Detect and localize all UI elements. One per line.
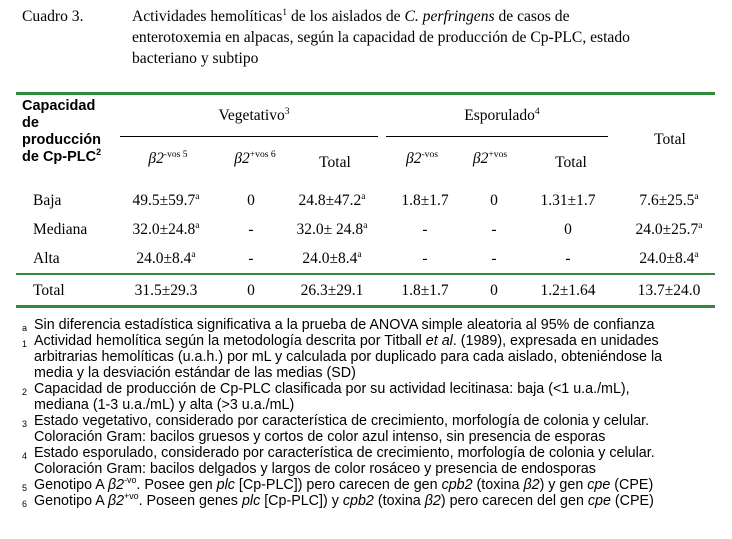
table-cell: 0 [247,192,255,209]
table-caption [22,6,722,69]
footnote-3: 3 Estado vegetativo, considerado por característica de crecimiento, morfología de colonia y celular. Coloración Gram: bacilos gruesos y cortos de color azul intenso, sin presencia de esporas [22,413,650,445]
total-cell: 1.2±1.64 [540,282,596,299]
caption-label: Cuadro 3. [22,8,84,25]
footnote-1: 1 Actividad hemolítica según la metodología descrita por Titball et al. (1989), expresada en unidades arbitrarias hemolíticas (u.a.h.) por mL y calculada por duplicado para cada aislado, obteniéndose la media y la desviación estándar de las medias (SD) [22,333,663,381]
footnote-5: 5 Genotipo A $\beta 2^{-vo}$. Posee gen plc [Cp-PLC]) pero carecen de gen cpb2 (toxina β2) y gen cpe (CPE) [22,475,654,493]
table-cell: 1.31±1.7 [540,192,596,209]
caption-line-3: bacteriano y subtipo [132,50,259,67]
footnote-2: 2 Capacidad de producción de Cp-PLC clasificada por su actividad lecitinasa: baja (<1 u.a./mL), mediana (1-3 u.a./mL) y alta (>3 u.a./mL) [22,381,630,413]
total-header: Total [654,131,686,148]
table-cell: 0 [564,221,572,238]
total-cell: 26.3±29.1 [300,282,364,299]
table-cell: 24.0±25.7$^a$ [635,219,703,238]
caption-line-1: Actividades hemolíticas$^1$ de los aislados de C. perfringens de casos de [132,6,570,25]
total-cell: 1.8±1.7 [401,282,449,299]
row-label: Mediana [33,221,88,238]
row-label: Alta [33,250,60,267]
subheader-total-esporulado: Total [555,154,587,171]
footnote-4: 4 Estado esporulado, considerado por característica de crecimiento, morfología de colonia y celular. Coloración Gram: bacilos delgados y largos de color rosáceo y presencia de endosporas [22,445,655,477]
subheader-b2-pos-esporulado: $\beta 2^{+vos}$ [472,148,508,167]
table-cell: 1.8±1.7 [401,192,449,209]
subheader-b2-neg-vegetativo: $\beta 2^{-vos 5}$ [148,148,188,167]
table-bottom-rule [16,305,715,308]
total-cell: 0 [247,282,255,299]
total-cell: 13.7±24.0 [637,282,701,299]
table-cell: - [248,250,254,267]
esporulado-underline [386,136,608,137]
table-total-rule [16,273,715,275]
table-cell: - [565,250,571,267]
table-cell: 24.0±8.4$^a$ [302,248,362,267]
table-cell: - [248,221,254,238]
table-top-rule [16,92,715,95]
table-cell: 24.0±8.4$^a$ [639,248,699,267]
subheader-b2-pos-vegetativo: $\beta 2^{+vos 6}$ [234,148,276,167]
caption-line-2: enterotoxemia en alpacas, según la capacidad de producción de Cp-PLC, estado [132,29,630,46]
subheader-total-vegetativo: Total [319,154,351,171]
table-cell: 32.0±24.8$^a$ [132,219,200,238]
table-footnotes [22,317,722,509]
table-cell: - [491,250,497,267]
table-cell: - [422,250,428,267]
table-cell: 32.0± 24.8$^a$ [296,219,368,238]
table-cell: 24.0±8.4$^a$ [136,248,196,267]
subheader-b2-neg-esporulado: $\beta 2^{-vos}$ [405,148,438,167]
total-row-label: Total [33,282,65,299]
row-label: Baja [33,192,62,209]
stub-header: Capacidad de producción de Cp-PLC$^2$ [22,98,102,165]
footnote-a: a Sin diferencia estadística significativa a la prueba de ANOVA simple aleatoria al 95% de confianza [22,317,655,333]
vegetativo-underline [120,136,378,137]
table-cell: - [422,221,428,238]
footnote-6: 6 Genotipo A $\beta 2^{+vo}$. Poseen genes plc [Cp-PLC]) y cpb2 (toxina β2) pero carecen del gen cpe (CPE) [22,491,654,509]
total-cell: 0 [490,282,498,299]
table-cell: 0 [490,192,498,209]
group-header-esporulado: Esporulado$^4$ [464,105,540,124]
table-cell: 7.6±25.5$^a$ [639,190,699,209]
total-cell: 31.5±29.3 [134,282,198,299]
group-header-vegetativo: Vegetativo$^3$ [218,105,290,124]
table-cell: 49.5±59.7$^a$ [132,190,200,209]
table-cell: 24.8±47.2$^a$ [298,190,366,209]
table-cell: - [491,221,497,238]
